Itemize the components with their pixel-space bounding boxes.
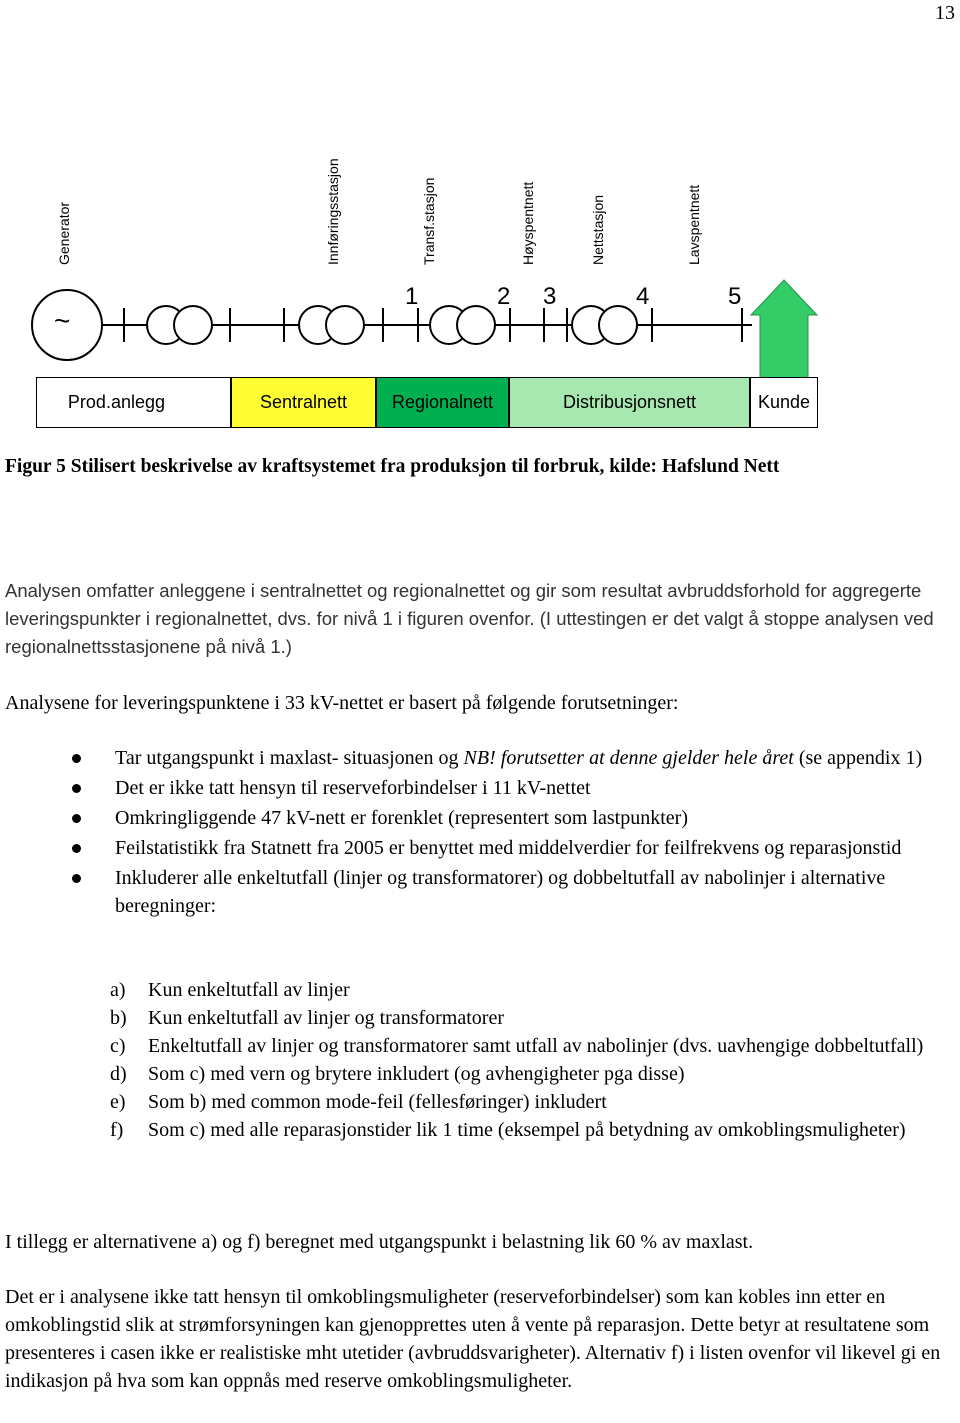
paragraph-assumptions-intro: Analysene for leveringspunktene i 33 kV-nettet er basert på følgende forutsetninger: [5,692,679,714]
paragraph-scope: Analysen omfatter anleggene i sentralnettet og regionalnettet og gir som resultat avbruddsforhold for aggregerte leveringspunkter i regionalnettet, dvs. for nivå 1 i figuren ovenfor. (I uttestingen er det valgt å stoppe analysen ved regionalnettsstasjonene på nivå 1.) [5,580,934,657]
bullet-icon [72,844,81,853]
band-regionalnett: Regionalnett [376,377,509,428]
label-generator: Generator [56,201,72,265]
band-distribusjonsnett: Distribusjonsnett [509,377,750,428]
label-innforingsstasjon: Innføringsstasjon [325,158,341,265]
list-item: Omkringliggende 47 kV-nett er forenklet (representert som lastpunkter) [0,804,950,832]
list-item: c) Enkeltutfall av linjer og transformatorer samt utfall av nabolinjer (dvs. uavhengige dobbeltutfall) [110,1035,924,1057]
customer-house-icon [751,280,817,378]
list-item: b) Kun enkeltutfall av linjer og transformatorer [110,1007,504,1029]
label-hoyspentnett: Høyspentnett [520,181,536,265]
list-item: a) Kun enkeltutfall av linjer [110,979,350,1001]
assumptions-list [0,744,950,920]
band-prod-anlegg: Prod.anlegg [36,377,231,428]
generator-tilde: ~ [54,305,71,336]
label-lavspentnett: Lavspentnett [686,184,702,265]
label-transf-stasjon: Transf.stasjon [421,177,437,265]
page-number: 13 [935,2,955,24]
band-sentralnett: Sentralnett [231,377,376,428]
list-item: d) Som c) med vern og brytere inkludert (og avhengigheter pga disse) [110,1063,685,1085]
bullet-icon [72,814,81,823]
level-number-2: 2 [497,283,511,310]
figure-caption: Figur 5 Stilisert beskrivelse av kraftsystemet fra produksjon til forbruk, kilde: Hafslund Nett [5,456,780,477]
paragraph-load-alternatives: I tillegg er alternativene a) og f) beregnet med utgangspunkt i belastning lik 60 % av maxlast. [5,1231,754,1253]
list-item: Det er ikke tatt hensyn til reserveforbindelser i 11 kV-nettet [0,774,950,802]
bullet-icon [72,754,81,763]
bullet-icon [72,874,81,883]
alternatives-list [0,976,950,1144]
list-item: Tar utgangspunkt i maxlast- situasjonen og NB! forutsetter at denne gjelder hele året (se appendix 1) [0,744,950,772]
level-number-1: 1 [405,283,419,310]
list-item: e) Som b) med common mode-feil (fellesføringer) inkludert [110,1091,607,1113]
nb-note: NB! forutsetter at denne gjelder hele året [463,747,794,769]
list-item: f) Som c) med alle reparasjonstider lik 1 time (eksempel på betydning av omkoblingsmuligheter) [110,1119,906,1141]
level-number-5: 5 [728,283,742,310]
level-number-4: 4 [636,283,650,310]
level-number-3: 3 [543,283,557,310]
list-item: Feilstatistikk fra Statnett fra 2005 er benyttet med middelverdier for feilfrekvens og reparasjonstid [0,834,950,862]
label-nettstasjon: Nettstasjon [590,194,606,265]
paragraph-switching-note: Det er i analysene ikke tatt hensyn til omkoblingsmuligheter (reserveforbindelser) som kan kobles inn etter en omkoblingstid slik at strømforsyningen kan gjenopprettes uten å vente på reparasjon. Dette betyr at resultatene som presenteres i casen ikke er realistiske mht utetider (avbruddsvarigheter). Alternativ f) i listen ovenfor vil likevel gi en indikasjon på hva som kan oppnås med reserve omkoblingsmuligheter. [5,1286,941,1392]
one-line-diagram [0,270,960,380]
list-item: Inkluderer alle enkeltutfall (linjer og transformatorer) og dobbeltutfall av nabolinjer i alternative beregninger: [0,864,950,920]
bullet-icon [72,784,81,793]
band-kunde: Kunde [750,377,818,428]
